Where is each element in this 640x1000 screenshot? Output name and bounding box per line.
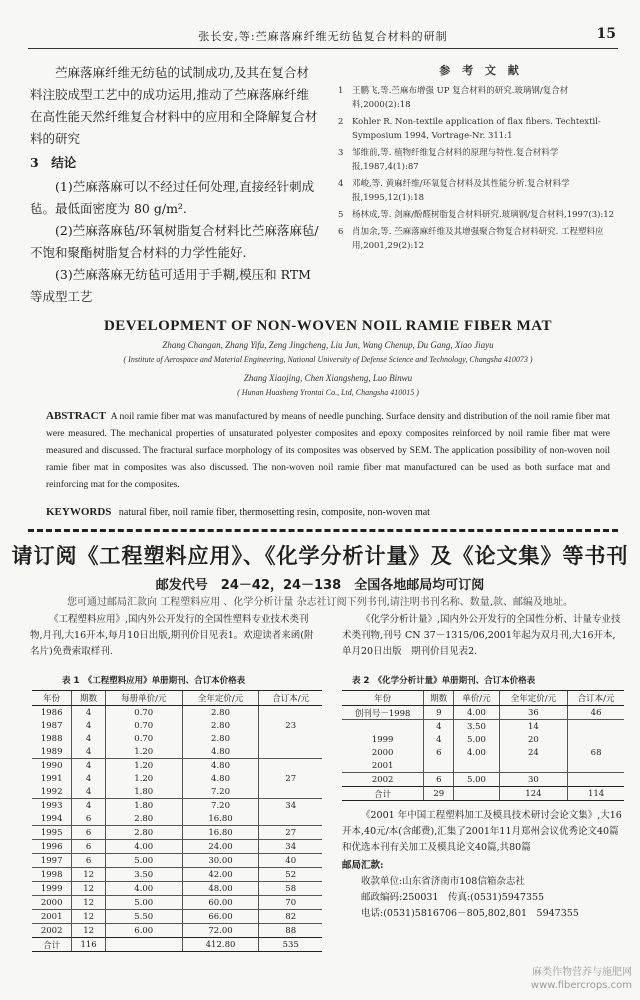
english-title: DEVELOPMENT OF NON-WOVEN NOIL RAMIE FIBER MAT	[103, 318, 553, 334]
table-cell: 4.00	[454, 746, 499, 759]
table-cell	[568, 759, 624, 773]
table-total-row	[342, 787, 624, 801]
table-header-cell: 期数	[424, 691, 454, 706]
table-cell: 2.80	[182, 732, 259, 745]
table-row	[32, 772, 322, 785]
table-cell: 1999	[371, 734, 394, 745]
table-cell: 1998	[32, 868, 72, 882]
ad-right-text: 《化学分析计量》,国内外公开发行的全国性分析、计量专业技术类刊物,刊号 CN 37－1315/06,2001年起为双月刊,大16开本,单月20日出版 期刊价目见表2.	[342, 614, 621, 657]
table-cell: 1992	[40, 786, 63, 797]
table-row	[32, 854, 322, 868]
table-cell: 2000	[371, 747, 394, 758]
references-heading: 参 考 文 献	[439, 64, 523, 77]
table-cell	[454, 787, 499, 801]
reference-item: 5 杨林成,等. 剑麻/酚醛树脂复合材料研究.玻璃钢/复合材料,1997(3):12	[338, 210, 615, 220]
table-cell: 3.50	[454, 720, 499, 734]
table-cell	[259, 732, 322, 745]
table-cell: 2001	[32, 910, 72, 924]
table-cell: 412.80	[182, 938, 259, 952]
table-cell: 24	[499, 746, 568, 759]
table-cell	[424, 759, 454, 773]
reference-item: 3 邹维前,等. 植物纤维复合材料的原理与特性.复合材料学报,1987,4(1):87	[338, 148, 559, 172]
table-cell: 535	[259, 938, 322, 952]
table-cell: 0.70	[105, 719, 182, 732]
table-header-cell: 全年定价/元	[499, 691, 568, 706]
table-row	[32, 745, 322, 759]
table-cell: 4	[72, 772, 106, 785]
table-cell: 1997	[32, 854, 72, 868]
table-cell	[568, 733, 624, 746]
table-cell: 2000	[32, 896, 72, 910]
table-cell: 6	[72, 826, 106, 840]
table2-caption: 表 2 《化学分析计量》单册期刊、合订本价格表	[352, 676, 536, 686]
table-header-cell: 合订本/元	[568, 691, 624, 706]
table-cell: 12	[72, 896, 106, 910]
table-row	[342, 759, 624, 773]
table-cell: 合计	[342, 787, 424, 801]
table-cell	[342, 720, 424, 734]
conclusion-3: (3)苎麻落麻无纺毡可适用于手糊,模压和 RTM 等成型工艺	[30, 267, 311, 304]
table-header-cell: 年份	[342, 691, 424, 706]
table-row	[32, 868, 322, 882]
table-cell: 1.80	[105, 799, 182, 813]
keywords-label: KEYWORDS	[46, 506, 112, 518]
table-total-row	[32, 938, 322, 952]
table-cell: 52	[259, 868, 322, 882]
table-cell: 1996	[32, 840, 72, 854]
table-cell: 2.80	[182, 706, 259, 720]
contact-line: 收款单位:山东省济南市108信箱杂志社	[361, 876, 525, 887]
table-cell: 5.50	[105, 910, 182, 924]
table-row	[32, 719, 322, 732]
table-cell: 合计	[32, 938, 72, 952]
running-header	[28, 24, 618, 49]
table-cell: 70	[259, 896, 322, 910]
page-number: 15	[596, 26, 616, 42]
table-cell: 20	[499, 733, 568, 746]
table-cell: 1989	[40, 746, 63, 757]
table-cell: 4	[72, 745, 106, 759]
table-cell: 34	[259, 799, 322, 813]
table-row	[32, 732, 322, 745]
table-cell	[568, 773, 624, 787]
table-cell: 6	[424, 746, 454, 759]
conclusion-1: (1)苎麻落麻可以不经过任何处理,直接经针刺成毡。最低面密度为 80 g/m².	[30, 179, 315, 216]
conclusion-2: (2)苎麻落麻毡/环氧树脂复合材料比苎麻落麻毡/不饱和聚酯树脂复合材料的力学性能好.	[30, 223, 319, 260]
english-affiliation-2: ( Hunan Huasheng Yrontai Co., Ltd, Changsha 410015 )	[237, 388, 419, 397]
english-authors: Zhang Changan, Zhang Yifu, Zeng Jingcheng, Liu Jun, Wang Chenup, Du Gang, Xiao Jiayu	[162, 340, 494, 350]
table-cell	[259, 706, 322, 720]
table-row	[32, 759, 322, 773]
table-header-cell: 每册单价/元	[105, 691, 182, 706]
table-header-cell: 单价/元	[454, 691, 499, 706]
table-cell: 5.00	[454, 773, 499, 787]
table-cell: 7.20	[182, 785, 259, 799]
table-cell: 1987	[40, 720, 63, 731]
table-row	[32, 812, 322, 826]
table-cell: 88	[259, 924, 322, 938]
table-cell: 2.80	[182, 719, 259, 732]
table-cell: 4.00	[454, 706, 499, 720]
table-cell: 7.20	[182, 799, 259, 813]
ad-note: 您可通过邮局汇款向 工程塑料应用 、化学分析计量 杂志社订阅下列书刊,请注明书刊名称、数量,款、邮编及地址。	[67, 597, 573, 608]
table-cell: 4	[72, 719, 106, 732]
contact-line: 电话:(0531)5816706－805,802,801 5947355	[361, 908, 579, 919]
table-cell: 5.00	[105, 854, 182, 868]
table-row	[32, 826, 322, 840]
table-row	[342, 746, 624, 759]
table-cell: 2.80	[105, 826, 182, 840]
table-cell: 2.80	[105, 812, 182, 826]
table-cell: 12	[72, 910, 106, 924]
table-row	[32, 910, 322, 924]
table2	[342, 690, 624, 801]
table-row	[32, 840, 322, 854]
table-cell: 1991	[40, 773, 63, 784]
table-cell: 30	[499, 773, 568, 787]
table-header-cell: 年份	[32, 691, 72, 706]
table-cell: 5.00	[105, 896, 182, 910]
table-cell: 34	[259, 840, 322, 854]
table-cell: 1995	[32, 826, 72, 840]
remit-label: 邮局汇款:	[342, 860, 384, 871]
table-cell: 6.00	[105, 924, 182, 938]
table-cell: 27	[259, 826, 322, 840]
reference-item: 4 邓峻,等. 黄麻纤维/环氧复合材料及其性能分析.复合材料学报,1995,12(1):18	[338, 179, 570, 203]
table-cell: 1986	[40, 707, 63, 718]
table-cell: 1993	[32, 799, 72, 813]
conference-notice	[342, 808, 624, 922]
table-cell: 4	[424, 733, 454, 746]
ad-title: 请订阅《工程塑料应用》、《化学分析计量》及《论文集》等书刊	[11, 543, 629, 568]
table-cell	[568, 720, 624, 734]
table-cell: 48.00	[182, 882, 259, 896]
table-cell: 9	[424, 706, 454, 720]
table-cell: 40	[259, 854, 322, 868]
table-cell: 58	[259, 882, 322, 896]
english-affiliation-1: ( Institute of Aerospace and Material Engineering, National University of Defense Science and Technology, Changsha 410073 )	[123, 355, 533, 364]
table-cell	[259, 759, 322, 773]
table-cell: 12	[72, 868, 106, 882]
table-cell: 60.00	[182, 896, 259, 910]
table-cell	[259, 812, 322, 826]
ad-subtitle: 邮发代号 24－42，24－138 全国各地邮局均可订阅	[155, 578, 485, 593]
table-row	[32, 799, 322, 813]
table-cell: 82	[259, 910, 322, 924]
table-cell: 6	[72, 812, 106, 826]
table-cell: 4	[72, 799, 106, 813]
table1	[32, 690, 322, 952]
table-cell: 114	[568, 787, 624, 801]
table-header-cell: 期数	[72, 691, 106, 706]
table-cell: 0.70	[105, 706, 182, 720]
table-cell: 6	[72, 840, 106, 854]
reference-item: 1 王鹏飞,等.苎麻布增强 UP 复合材料的研究.玻璃钢/复合材料,2000(2):18	[338, 86, 569, 110]
table-cell: 46	[568, 706, 624, 720]
table-cell: 1988	[40, 733, 63, 744]
table-cell: 16.80	[182, 812, 259, 826]
table-row	[32, 706, 322, 720]
table-cell: 66.00	[182, 910, 259, 924]
table-cell: 4	[72, 759, 106, 773]
table-cell: 72.00	[182, 924, 259, 938]
table-cell: 4.80	[182, 759, 259, 773]
table-cell: 1.20	[105, 759, 182, 773]
table-row	[342, 773, 624, 787]
table-cell: 4	[72, 732, 106, 745]
conclusion-heading: 3 结论	[30, 155, 77, 170]
table-row	[32, 785, 322, 799]
table-cell: 1.20	[105, 772, 182, 785]
table-cell: 23	[259, 719, 322, 732]
ad-left-text: 《工程塑料应用》,国内外公开发行的全国性塑料专业技术类刊物,月刊,大16开本,每月10日出版,期刊价目见表1。欢迎读者来函(附名片)免费索取样刊.	[30, 614, 314, 657]
abstract-text: A noil ramie fiber mat was manufactured by means of needle punching. Surface density and distribution of the noil ramie fiber mat were measured. The mechanical properties of unsaturated polyester composites and epoxy composites reinforced by noil ramie fiber mat were measured and discussed. The fractural surface morphology of its composites was observed by SEM. The application possibility of non-woven noil ramie fiber mat in composites was also discussed. The non-woven noil ramie fiber mat manufactured can be used as both surface mat and reinforcing mat for the composites.	[46, 412, 611, 490]
table-cell: 30.00	[182, 854, 259, 868]
section-divider	[28, 529, 618, 532]
table1-caption: 表 1 《工程塑料应用》单册期刊、合订本价格表	[62, 676, 246, 686]
table-cell	[105, 938, 182, 952]
table-row	[32, 896, 322, 910]
table-cell	[259, 785, 322, 799]
abstract	[46, 408, 610, 494]
table-cell: 创刊号－1998	[354, 708, 411, 719]
table-cell: 4.80	[182, 772, 259, 785]
table-cell: 2002	[342, 773, 424, 787]
table-cell: 36	[499, 706, 568, 720]
table-cell	[259, 745, 322, 759]
table-cell: 4.80	[182, 745, 259, 759]
conference-text: 《2001 年中国工程塑料加工及模具技术研讨会论文集》,大16开本,40元/本(含邮费),汇集了2001年11月郑州会议优秀论文40篇和优选本刊有关加工及模具论文40篇,共80篇	[342, 810, 622, 853]
table-cell: 3.50	[105, 868, 182, 882]
table-cell	[454, 759, 499, 773]
table-cell: 12	[72, 882, 106, 896]
keywords	[46, 506, 610, 518]
table-row	[32, 924, 322, 938]
table-cell: 4	[72, 706, 106, 720]
table-cell: 6	[72, 854, 106, 868]
table-cell: 1990	[32, 759, 72, 773]
english-authors-2: Zhang Xiaojing, Chen Xiangsheng, Luo Binwu	[243, 373, 413, 383]
contact-line: 邮政编码:250031 传真:(0531)5947355	[361, 892, 545, 903]
reference-item: 2 Kohler R. Non-textile application of flax fibers. Techtextil-Symposium 1994, Vortrage-Nr. 311:1	[338, 117, 601, 141]
table-header-cell: 合订本/元	[259, 691, 322, 706]
table-cell	[499, 759, 568, 773]
table-cell: 27	[259, 772, 322, 785]
table-cell: 68	[568, 746, 624, 759]
left-column	[30, 62, 320, 308]
intro-paragraph: 苎麻落麻纤维无纺毡的试制成功,及其在复合材料注胶成型工艺中的成功运用,推动了苎麻落麻纤维在高性能天然纤维复合材料中的应用和全降解复合材料的研究	[30, 65, 318, 146]
table-header-cell: 全年定价/元	[182, 691, 259, 706]
table-cell: 6	[424, 773, 454, 787]
table-cell: 29	[424, 787, 454, 801]
table-cell: 4.00	[105, 882, 182, 896]
table-cell: 1994	[40, 813, 63, 824]
table-cell: 42.00	[182, 868, 259, 882]
table-cell: 2002	[32, 924, 72, 938]
table-cell: 16.80	[182, 826, 259, 840]
table-cell: 12	[72, 924, 106, 938]
table-cell: 1.20	[105, 745, 182, 759]
table-cell: 14	[499, 720, 568, 734]
table-cell: 2001	[371, 760, 394, 771]
reference-item: 6 肖加余,等. 苎麻落麻纤维及其增强聚合物复合材料研究. 工程塑料应用,2001,29(2):12	[338, 227, 604, 251]
table-cell: 1.80	[105, 785, 182, 799]
table-cell: 4.00	[105, 840, 182, 854]
abstract-label: ABSTRACT	[46, 410, 106, 422]
header-title: 张长安,等:苎麻落麻纤维无纺毡复合材料的研制	[198, 30, 448, 43]
table-row	[342, 720, 624, 734]
table-cell: 4	[424, 720, 454, 734]
table-cell: 1999	[32, 882, 72, 896]
keywords-text: natural fiber, noil ramie fiber, thermosetting resin, composite, non-woven mat	[118, 507, 430, 518]
table-row	[342, 706, 624, 720]
table-cell: 116	[72, 938, 106, 952]
table-cell: 124	[499, 787, 568, 801]
table-cell: 0.70	[105, 732, 182, 745]
watermark: 麻类作物营养与施肥网 www.fibercrops.com	[530, 967, 632, 991]
table-cell: 24.00	[182, 840, 259, 854]
table-cell: 4	[72, 785, 106, 799]
table-row	[342, 733, 624, 746]
table-row	[32, 882, 322, 896]
references	[338, 64, 624, 256]
table-cell: 5.00	[454, 733, 499, 746]
